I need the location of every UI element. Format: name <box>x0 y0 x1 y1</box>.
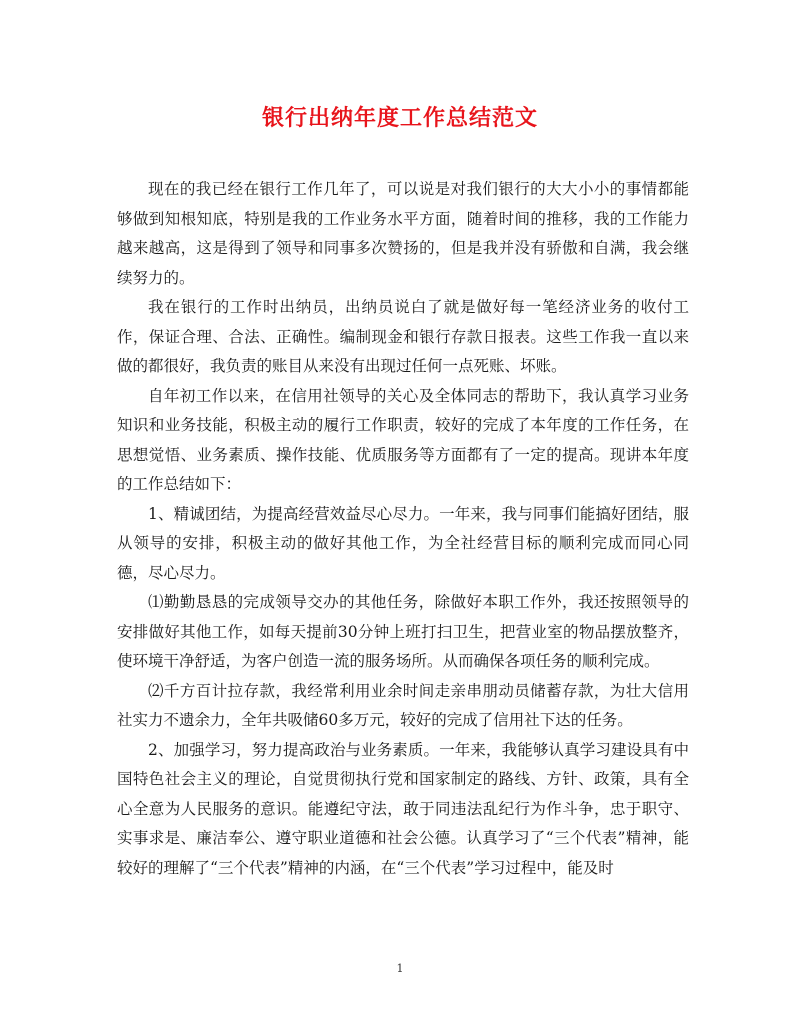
document-title: 银行出纳年度工作总结范文 <box>261 105 538 131</box>
page-number: 1 <box>396 962 404 975</box>
paragraph-intro: 现在的我已经在银行工作几年了，可以说是对我们银行的大大小小的事情都能够做到知根知底，特别是我的工作业务水平方面，随着时间的推移，我的工作能力越来越高，这是得到了领导和同事多次赞扬的，但是我并没有骄傲和自满，我会继续努力的。 <box>117 180 689 287</box>
paragraph-section-1: 1、精诚团结，为提高经营效益尽心尽力。一年来，我与同事们能搞好团结，服从领导的安排，积极主动的做好其他工作，为全社经营目标的顺利完成而同心同德，尽心尽力。 <box>117 504 689 582</box>
paragraph-overview: 自年初工作以来，在信用社领导的关心及全体同志的帮助下，我认真学习业务知识和业务技能，积极主动的履行工作职责，较好的完成了本年度的工作任务，在思想觉悟、业务素质、操作技能、优质服务等方面都有了一定的提高。现讲本年度的工作总结如下： <box>117 386 689 493</box>
paragraph-item-2: ⑵千方百计拉存款，我经常利用业余时间走亲串朋动员储蓄存款，为壮大信用社实力不遗余力，全年共吸储60多万元，较好的完成了信用社下达的任务。 <box>117 681 689 729</box>
paragraph-cashier-role: 我在银行的工作时出纳员，出纳员说白了就是做好每一笔经济业务的收付工作，保证合理、合法、正确性。编制现金和银行存款日报表。这些工作我一直以来做的都很好，我负责的账目从来没有出现过任何一点死账、坏账。 <box>117 298 689 375</box>
document-body <box>117 175 689 883</box>
paragraph-section-2: 2、加强学习，努力提高政治与业务素质。一年来，我能够认真学习建设具有中国特色社会主义的理论，自觉贯彻执行党和国家制定的路线、方针、政策，具有全心全意为人民服务的意识。能遵纪守法，敢于同违法乱纪行为作斗争，忠于职守、实事求是、廉洁奉公、遵守职业道德和社会公德。认真学习了“三个代表”精神，能较好的理解了“三个代表”精神的内涵，在“三个代表”学习过程中，能及时 <box>117 740 689 877</box>
paragraph-item-1: ⑴勤勤恳恳的完成领导交办的其他任务，除做好本职工作外，我还按照领导的安排做好其他工作，如每天提前30分钟上班打扫卫生，把营业室的物品摆放整齐，使环境干净舒适，为客户创造一流的服务场所。从而确保各项任务的顺利完成。 <box>117 593 689 670</box>
